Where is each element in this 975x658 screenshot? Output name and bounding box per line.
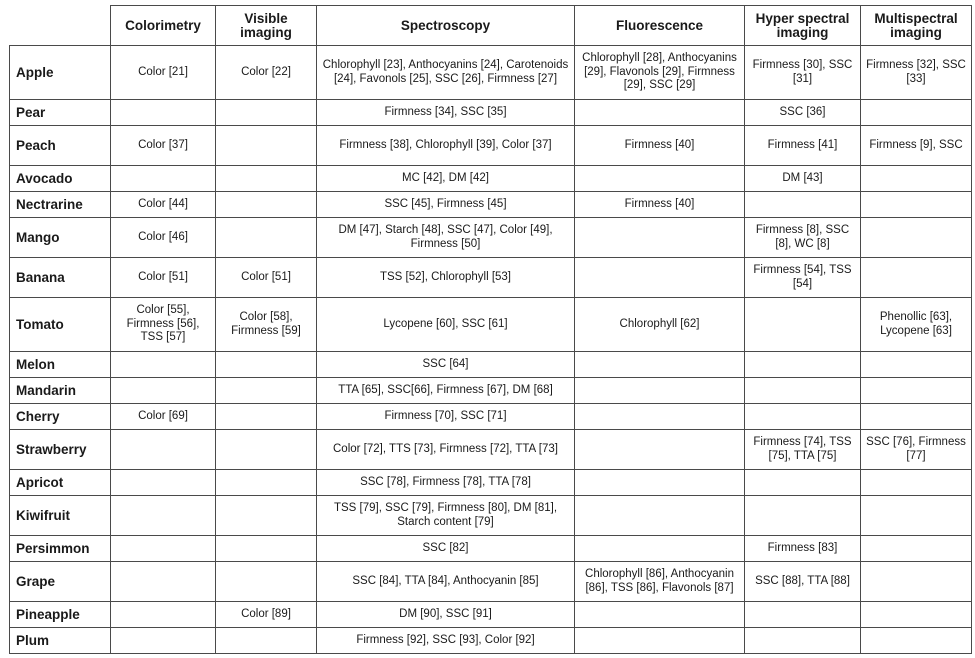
measurement-cell: Color [51] [216,258,317,298]
measurement-cell: Firmness [30], SSC [31] [745,46,861,100]
measurement-cell [861,218,972,258]
measurement-cell: SSC [78], Firmness [78], TTA [78] [317,470,575,496]
measurement-cell: SSC [82] [317,536,575,562]
header-row [10,6,972,46]
measurement-cell [575,602,745,628]
measurement-cell [861,378,972,404]
table-row [10,46,972,100]
fruit-name-cell: Pear [10,100,111,126]
measurement-cell [575,404,745,430]
measurement-cell [575,100,745,126]
measurement-cell: Firmness [8], SSC [8], WC [8] [745,218,861,258]
measurement-cell [861,602,972,628]
measurement-cell [861,470,972,496]
measurement-cell: Color [46] [111,218,216,258]
measurement-cell: TSS [79], SSC [79], Firmness [80], DM [81], Starch content [79] [317,496,575,536]
measurement-cell: DM [43] [745,166,861,192]
fruit-name-cell: Avocado [10,166,111,192]
measurement-cell [111,352,216,378]
measurement-cell [111,430,216,470]
measurement-cell [111,166,216,192]
measurement-cell: Chlorophyll [28], Anthocyanins [29], Flavonols [29], Firmness [29], SSC [29] [575,46,745,100]
fruit-name-cell: Mandarin [10,378,111,404]
measurement-cell [575,628,745,654]
measurement-cell: Color [37] [111,126,216,166]
measurement-cell: TSS [52], Chlorophyll [53] [317,258,575,298]
measurement-cell [216,352,317,378]
measurement-cell [216,562,317,602]
header-visible-imaging: Visible imaging [216,6,317,46]
measurement-cell [111,628,216,654]
measurement-cell [216,166,317,192]
fruit-name-cell: Melon [10,352,111,378]
measurement-cell: TTA [65], SSC[66], Firmness [67], DM [68] [317,378,575,404]
measurement-cell: SSC [45], Firmness [45] [317,192,575,218]
measurement-cell [111,562,216,602]
table-body [10,46,972,654]
measurement-cell [575,496,745,536]
measurement-cell: Chlorophyll [86], Anthocyanin [86], TSS [86], Flavonols [87] [575,562,745,602]
measurement-cell [216,628,317,654]
measurement-cell: Color [55], Firmness [56], TSS [57] [111,298,216,352]
measurement-cell [575,378,745,404]
measurement-cell: Firmness [34], SSC [35] [317,100,575,126]
fruit-measurement-table-container [9,5,972,654]
measurement-cell: Chlorophyll [23], Anthocyanins [24], Carotenoids [24], Favonols [25], SSC [26], Firmness [27] [317,46,575,100]
fruit-name-cell: Peach [10,126,111,166]
measurement-cell [745,404,861,430]
measurement-cell [745,298,861,352]
measurement-cell: DM [90], SSC [91] [317,602,575,628]
measurement-cell: MC [42], DM [42] [317,166,575,192]
corner-cell [10,6,111,46]
table-row [10,404,972,430]
measurement-cell: Color [69] [111,404,216,430]
measurement-cell: Firmness [70], SSC [71] [317,404,575,430]
measurement-cell [745,192,861,218]
fruit-name-cell: Plum [10,628,111,654]
measurement-cell: SSC [84], TTA [84], Anthocyanin [85] [317,562,575,602]
measurement-cell [861,100,972,126]
measurement-cell: Color [21] [111,46,216,100]
measurement-cell [216,430,317,470]
measurement-cell: Firmness [38], Chlorophyll [39], Color [37] [317,126,575,166]
measurement-cell [745,352,861,378]
table-row [10,378,972,404]
table-row [10,562,972,602]
measurement-cell [861,536,972,562]
table-row [10,602,972,628]
measurement-cell: SSC [36] [745,100,861,126]
fruit-name-cell: Nectrarine [10,192,111,218]
table-row [10,496,972,536]
measurement-cell [216,218,317,258]
measurement-cell [575,536,745,562]
measurement-cell [111,378,216,404]
fruit-name-cell: Banana [10,258,111,298]
measurement-cell [861,562,972,602]
measurement-cell [745,496,861,536]
measurement-cell [575,470,745,496]
measurement-cell [745,470,861,496]
measurement-cell: Chlorophyll [62] [575,298,745,352]
measurement-cell [216,126,317,166]
measurement-cell [861,192,972,218]
measurement-cell [745,628,861,654]
measurement-cell: SSC [88], TTA [88] [745,562,861,602]
measurement-cell [216,470,317,496]
fruit-measurement-table [9,5,972,654]
measurement-cell [216,496,317,536]
table-row [10,100,972,126]
table-row [10,126,972,166]
measurement-cell [575,258,745,298]
measurement-cell: Firmness [40] [575,192,745,218]
measurement-cell [216,536,317,562]
measurement-cell [745,602,861,628]
table-row [10,628,972,654]
fruit-name-cell: Cherry [10,404,111,430]
fruit-name-cell: Apricot [10,470,111,496]
measurement-cell [575,352,745,378]
fruit-name-cell: Kiwifruit [10,496,111,536]
fruit-name-cell: Pineapple [10,602,111,628]
measurement-cell: Firmness [92], SSC [93], Color [92] [317,628,575,654]
table-row [10,430,972,470]
measurement-cell: Firmness [74], TSS [75], TTA [75] [745,430,861,470]
fruit-name-cell: Tomato [10,298,111,352]
table-row [10,166,972,192]
measurement-cell [575,166,745,192]
measurement-cell [111,536,216,562]
measurement-cell [216,378,317,404]
measurement-cell [861,352,972,378]
measurement-cell [111,100,216,126]
fruit-name-cell: Strawberry [10,430,111,470]
fruit-name-cell: Mango [10,218,111,258]
measurement-cell: Firmness [83] [745,536,861,562]
measurement-cell: SSC [64] [317,352,575,378]
measurement-cell [111,496,216,536]
measurement-cell: Firmness [40] [575,126,745,166]
header-colorimetry: Colorimetry [111,6,216,46]
table-row [10,352,972,378]
measurement-cell: Color [72], TTS [73], Firmness [72], TTA [73] [317,430,575,470]
header-fluorescence: Fluorescence [575,6,745,46]
measurement-cell [216,100,317,126]
fruit-name-cell: Grape [10,562,111,602]
measurement-cell [861,628,972,654]
measurement-cell: Phenollic [63], Lycopene [63] [861,298,972,352]
measurement-cell: DM [47], Starch [48], SSC [47], Color [49], Firmness [50] [317,218,575,258]
table-row [10,470,972,496]
fruit-name-cell: Persimmon [10,536,111,562]
table-row [10,258,972,298]
measurement-cell: SSC [76], Firmness [77] [861,430,972,470]
table-row [10,218,972,258]
table-row [10,536,972,562]
header-hyperspectral-imaging: Hyper spectral imaging [745,6,861,46]
measurement-cell [216,192,317,218]
measurement-cell [111,602,216,628]
measurement-cell: Color [58], Firmness [59] [216,298,317,352]
measurement-cell: Firmness [41] [745,126,861,166]
measurement-cell [745,378,861,404]
measurement-cell [575,218,745,258]
measurement-cell: Color [51] [111,258,216,298]
header-multispectral-imaging: Multispectral imaging [861,6,972,46]
measurement-cell [216,404,317,430]
measurement-cell: Color [22] [216,46,317,100]
measurement-cell [861,166,972,192]
measurement-cell: Color [89] [216,602,317,628]
measurement-cell [861,404,972,430]
table-row [10,192,972,218]
measurement-cell [861,258,972,298]
measurement-cell [575,430,745,470]
header-spectroscopy: Spectroscopy [317,6,575,46]
measurement-cell: Firmness [32], SSC [33] [861,46,972,100]
measurement-cell [111,470,216,496]
measurement-cell: Firmness [9], SSC [861,126,972,166]
measurement-cell [861,496,972,536]
measurement-cell: Lycopene [60], SSC [61] [317,298,575,352]
table-row [10,298,972,352]
fruit-name-cell: Apple [10,46,111,100]
measurement-cell: Firmness [54], TSS [54] [745,258,861,298]
measurement-cell: Color [44] [111,192,216,218]
